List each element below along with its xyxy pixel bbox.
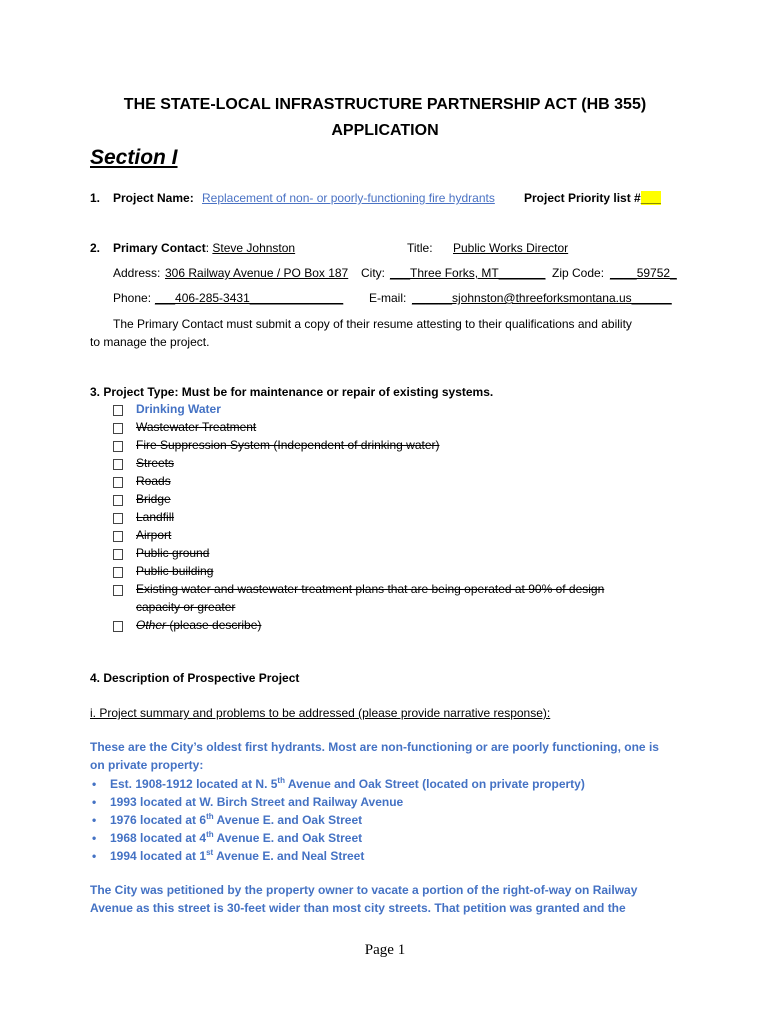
checkbox-roads[interactable]: [113, 477, 123, 488]
list-item: • Est. 1908-1912 located at N. 5th Avenue and Oak Street (located on private property): [90, 775, 585, 793]
hydrant-list: [90, 775, 585, 865]
option-public-building: Public building: [136, 564, 214, 578]
zip-value: ____59752_: [610, 266, 677, 280]
checkbox-airport[interactable]: [113, 531, 123, 542]
summary-para2-line1: The City was petitioned by the property owner to vacate a portion of the right-of-way on Railway: [90, 883, 638, 897]
q2-number: 2.: [90, 241, 101, 255]
option-bridge: Bridge: [136, 492, 171, 506]
option-wastewater: Wastewater Treatment: [136, 420, 257, 434]
contact-note-line2: to manage the project.: [90, 335, 210, 349]
phone-value: ___406-285-3431______________: [155, 291, 344, 305]
title-value: Public Works Director: [453, 241, 569, 255]
option-treatment-plans-line2: capacity or greater: [136, 600, 236, 614]
primary-contact: Primary Contact: Steve Johnston: [113, 241, 296, 255]
priority-value: ___: [640, 191, 661, 205]
checkbox-wastewater[interactable]: [113, 423, 123, 434]
checkbox-fire-suppression[interactable]: [113, 441, 123, 452]
zip-label: Zip Code:: [552, 266, 605, 280]
document-title: THE STATE-LOCAL INFRASTRUCTURE PARTNERSHIP ACT (HB 355): [123, 96, 647, 113]
title-label: Title:: [407, 241, 433, 255]
option-other-label: Other: [136, 618, 167, 632]
project-priority: [524, 191, 661, 205]
list-item: • 1994 located at 1st Avenue E. and Neal Street: [90, 847, 585, 865]
summary-para1-line2: on private property:: [90, 758, 204, 772]
option-fire-suppression: Fire Suppression System (Independent of drinking water): [136, 438, 440, 452]
option-roads: Roads: [136, 474, 171, 488]
list-item: • 1993 located at W. Birch Street and Railway Avenue: [90, 793, 585, 811]
option-public-ground: Public ground: [136, 546, 210, 560]
checkbox-treatment-plans[interactable]: [113, 585, 123, 596]
address-value: 306 Railway Avenue / PO Box 187: [165, 266, 349, 280]
checkbox-streets[interactable]: [113, 459, 123, 470]
option-other: [136, 618, 261, 632]
option-airport: Airport: [136, 528, 172, 542]
phone-label: Phone:: [113, 291, 152, 305]
city-label: City:: [361, 266, 385, 280]
page-number: Page 1: [364, 942, 406, 958]
email-label: E-mail:: [369, 291, 407, 305]
project-type-heading: 3. Project Type: Must be for maintenance or repair of existing systems.: [90, 385, 494, 399]
checkbox-public-building[interactable]: [113, 567, 123, 578]
checkbox-drinking-water[interactable]: [113, 405, 123, 416]
email-value: ______sjohnston@threeforksmontana.us______: [412, 291, 672, 305]
section-heading: Section I: [90, 146, 178, 169]
primary-contact-label: Primary Contact: [113, 241, 206, 255]
checkbox-other[interactable]: [113, 621, 123, 632]
primary-contact-value: Steve Johnston: [212, 241, 296, 255]
list-item: • 1976 located at 6th Avenue E. and Oak Street: [90, 811, 585, 829]
document-subtitle: APPLICATION: [331, 122, 439, 139]
contact-note-line1: The Primary Contact must submit a copy of their resume attesting to their qualifications and ability: [113, 317, 632, 331]
city-value: ___Three Forks, MT_______: [390, 266, 546, 280]
description-heading: 4. Description of Prospective Project: [90, 671, 300, 685]
summary-para2-line2: Avenue as this street is 30-feet wider than most city streets. That petition was granted and the: [90, 901, 626, 915]
checkbox-bridge[interactable]: [113, 495, 123, 506]
option-other-describe: (please describe): [169, 618, 262, 632]
priority-label: Project Priority list #: [524, 191, 641, 205]
project-name-label: Project Name:: [113, 191, 194, 205]
project-name-value: Replacement of non- or poorly-functioning fire hydrants: [202, 191, 495, 205]
address-label: Address:: [113, 266, 161, 280]
option-drinking-water: Drinking Water: [136, 402, 221, 416]
q1-number: 1.: [90, 191, 101, 205]
checkbox-public-ground[interactable]: [113, 549, 123, 560]
option-landfill: Landfill: [136, 510, 175, 524]
summary-subheading: i. Project summary and problems to be addressed (please provide narrative response):: [90, 706, 551, 720]
option-treatment-plans-line1: Existing water and wastewater treatment plans that are being operated at 90% of design: [136, 582, 605, 596]
checkbox-landfill[interactable]: [113, 513, 123, 524]
list-item: • 1968 located at 4th Avenue E. and Oak Street: [90, 829, 585, 847]
option-streets: Streets: [136, 456, 175, 470]
summary-para1-line1: These are the City’s oldest first hydrants. Most are non-functioning or are poorly functioning, one is: [90, 740, 659, 754]
